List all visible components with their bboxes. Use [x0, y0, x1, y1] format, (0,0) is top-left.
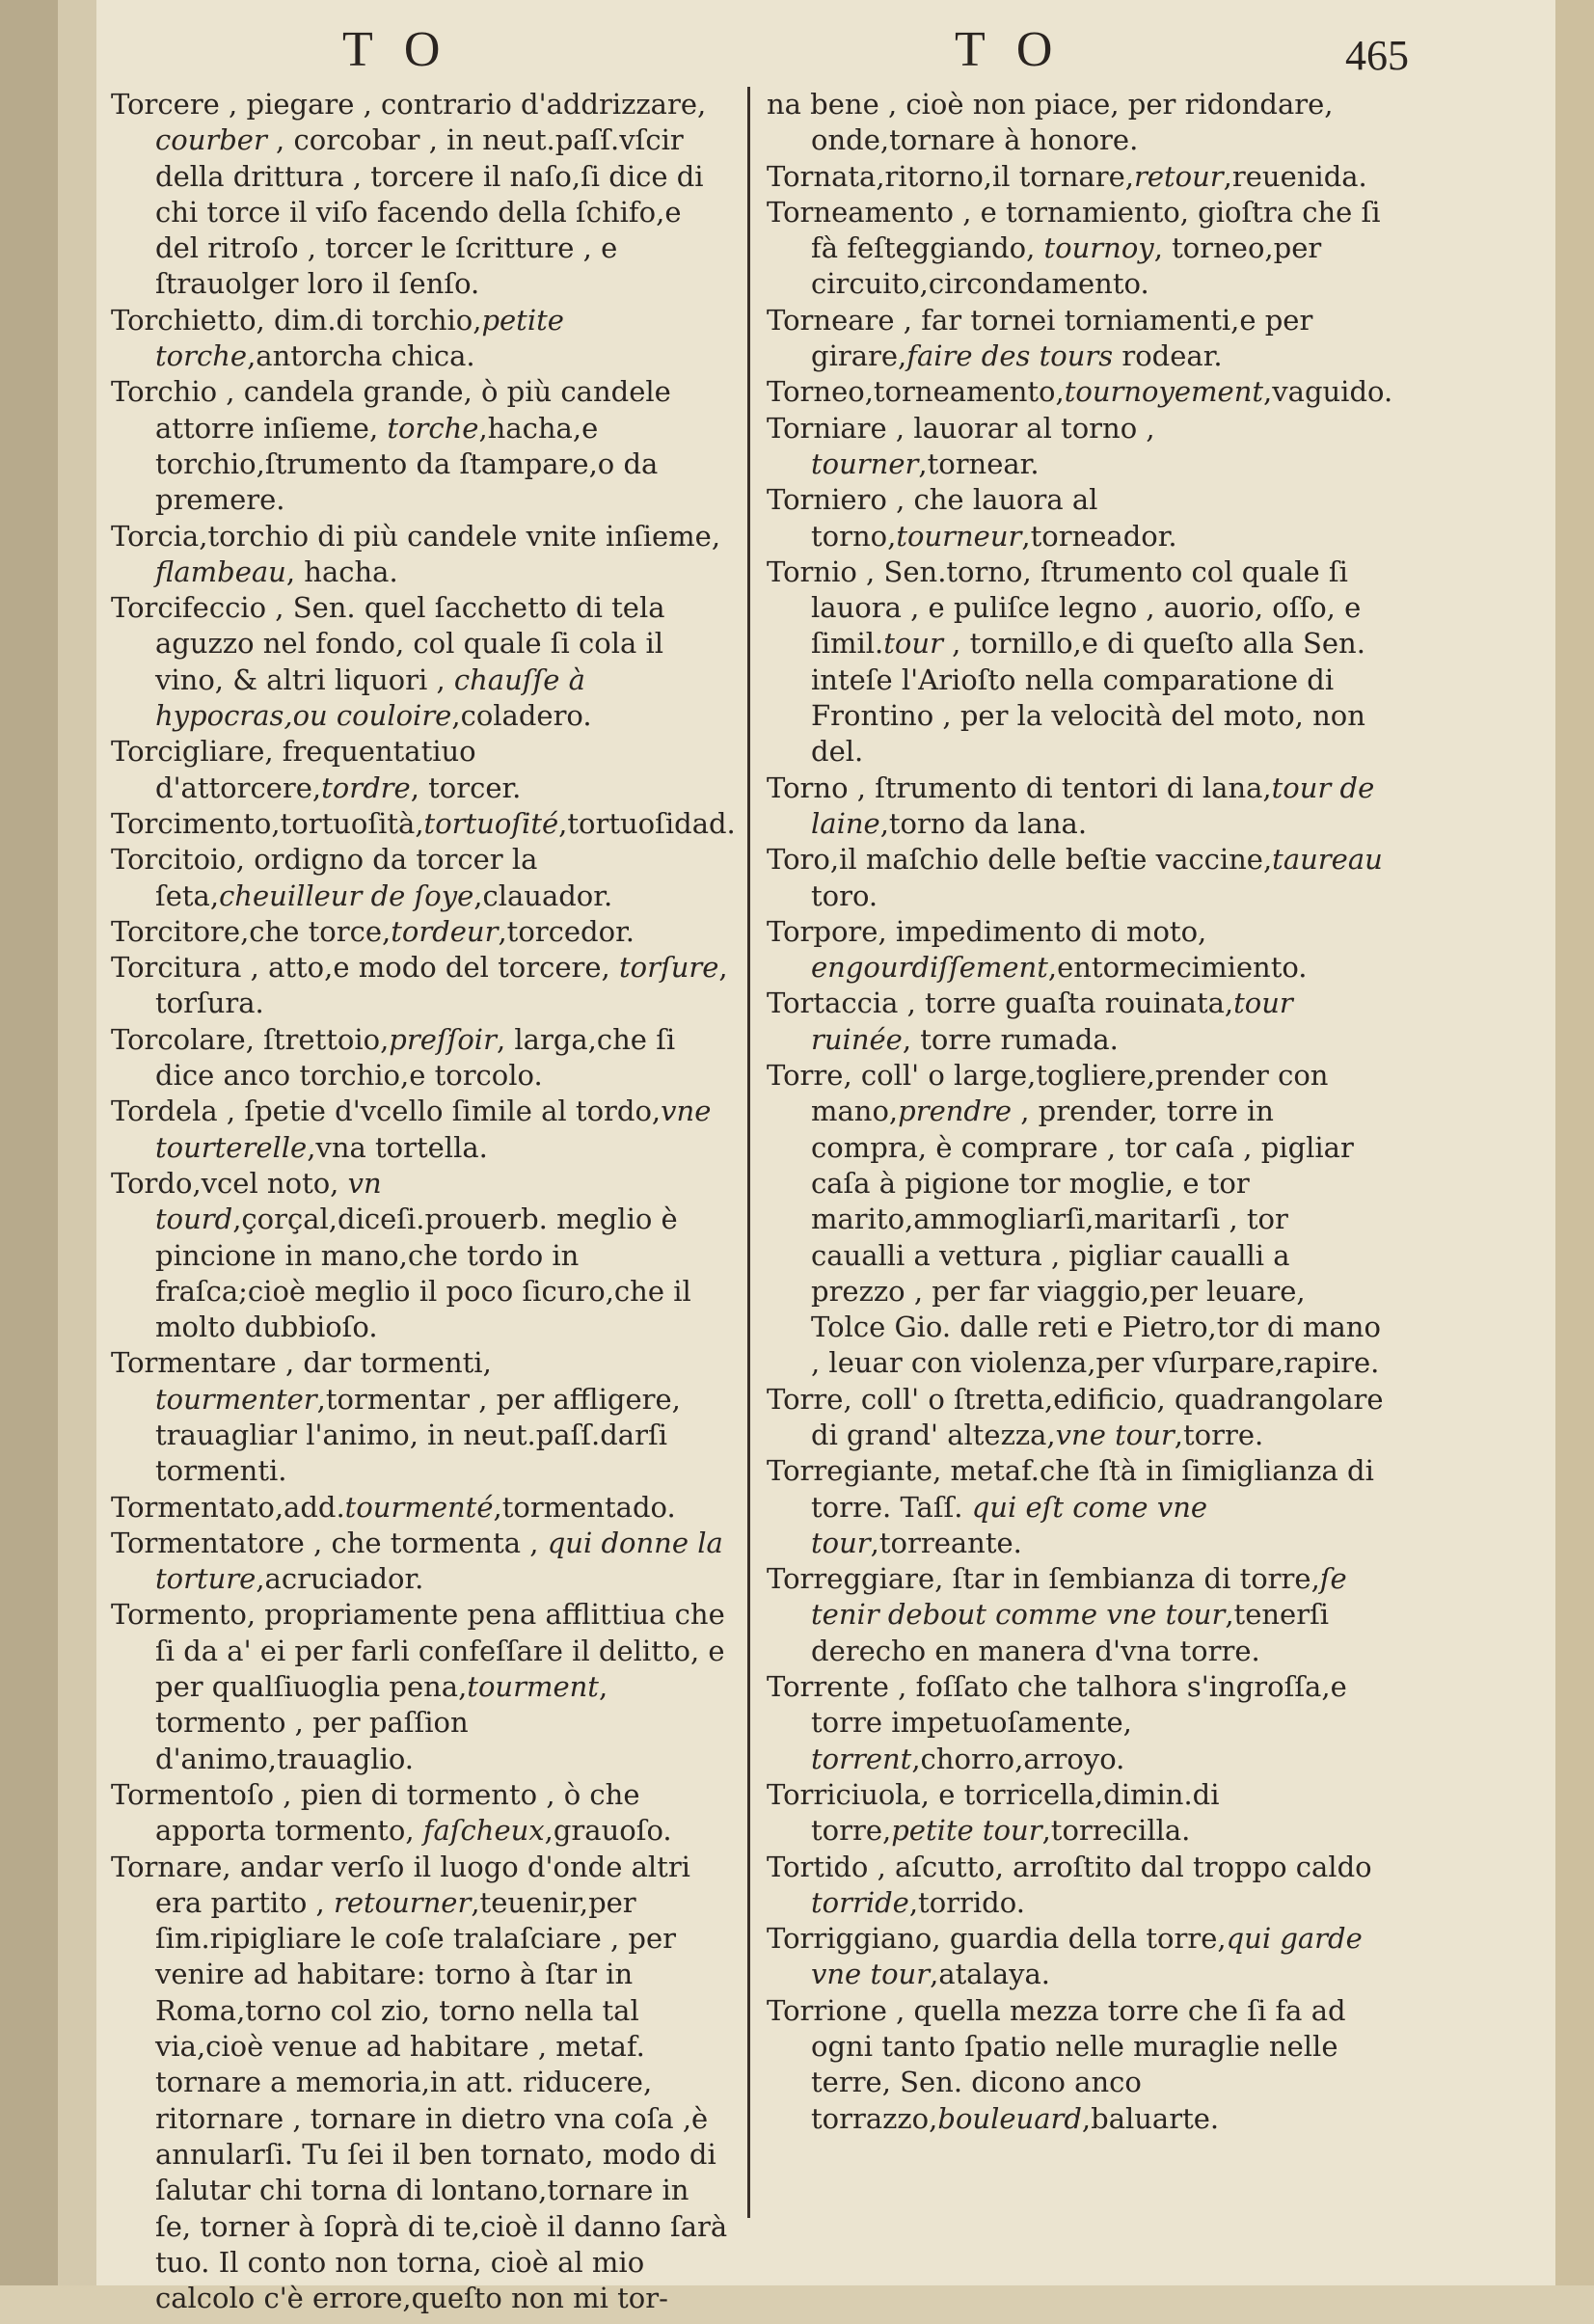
header-left-letters: T O: [342, 22, 450, 77]
dictionary-entry: [767, 411, 1389, 483]
entry-spanish-equivalent: , torre rumada.: [902, 1022, 1119, 1056]
entry-definition: , che tormenta ,: [304, 1526, 548, 1559]
entry-definition: , guardia della torre,: [932, 1922, 1227, 1956]
entry-spanish-equivalent: , torſura.: [155, 951, 728, 1020]
dictionary-entry: [767, 1850, 1389, 1922]
entry-headword: Torre: [767, 1382, 844, 1416]
entry-spanish-equivalent: ,teuenir,per ſim.ripigliare le coſe tralaſciare , per venire ad habitare: torno à ſtar in Roma,torno col zio, torno nella tal via,cioè venue ad habitare , metaf. tornare a memoria,in att. riducere, ritornare , tornare in dietro vna coſa ,è annularſi. Tu ſei il ben tornato, modo di ſalutar chi torna di lontano,tornare in ſe, torner à ſoprà di te,cioè il danno ſarà tuo. Il conto non torna, cioè al mio calcolo c'è errore,queſto non mi tor-: [155, 1885, 728, 2315]
entry-spanish-equivalent: ,tormentar , per affligere, trauagliar l'animo, in neut.paſſ.darſi tormenti.: [155, 1382, 681, 1488]
entry-headword: Tormentato: [111, 1490, 275, 1524]
entry-french-equivalent: tourmenter: [155, 1382, 317, 1416]
entry-french-equivalent: retour: [1133, 159, 1224, 193]
entry-french-equivalent: preſſoir: [389, 1022, 497, 1056]
entry-definition: , torre guaſta rouinata,: [898, 986, 1234, 1020]
dictionary-entry: [111, 1166, 733, 1345]
page-number: 465: [1345, 32, 1409, 79]
dictionary-entry: [111, 519, 733, 591]
entry-spanish-equivalent: ,baluarte.: [1081, 2101, 1220, 2135]
left-column: [111, 87, 736, 2316]
dictionary-entry: [111, 1597, 733, 1776]
entry-headword: Torcitura: [111, 951, 242, 985]
dictionary-entry: [767, 554, 1389, 770]
entry-french-equivalent: qui donne la torture: [155, 1526, 723, 1596]
entry-spanish-equivalent: , corcobar , in neut.paſſ.vſcir della drittura , torcere il naſo,ſi dice di chi torce il viſo facendo della ſchifo,e del ritroſo , torcer le ſcritture , e ſtrauolger loro il ſenſo.: [155, 123, 704, 301]
dictionary-entry: [111, 374, 733, 518]
entry-definition: , Sen.torno, ſtrumento col quale ſi lauora , e puliſce legno , auorio, oſſo, e ſimil.: [811, 554, 1362, 661]
entry-definition: , frequentatiuo d'attorcere,: [155, 735, 476, 804]
entry-spanish-equivalent: ,torno da lana.: [879, 806, 1088, 840]
entry-french-equivalent: tour ruinée: [811, 986, 1293, 1056]
entry-definition: ,tortuoſità,: [271, 806, 424, 840]
entry-headword: Tortaccia: [767, 986, 899, 1020]
entry-headword: Torregiante: [767, 1454, 933, 1488]
header-right-letters: T O: [955, 22, 1063, 77]
entry-spanish-equivalent: ,chorro,arroyo.: [911, 1742, 1125, 1775]
entry-spanish-equivalent: ,torre.: [1174, 1418, 1264, 1451]
entry-headword: Tortido: [767, 1850, 869, 1883]
dictionary-entry: [767, 986, 1389, 1058]
entry-headword: Torcia: [111, 519, 200, 553]
entry-spanish-equivalent: rodear.: [1113, 339, 1223, 373]
entry-spanish-equivalent: ,torrecilla.: [1041, 1814, 1191, 1848]
entry-headword: Tornio: [767, 554, 857, 588]
entry-definition: , Sen. quel ſacchetto di tela aguzzo nel fondo, col quale ſi cola il vino, & altri liquori ,: [155, 591, 665, 696]
entry-definition: , impedimento di moto,: [878, 914, 1207, 948]
entry-definition: , lauorar al torno ,: [886, 411, 1155, 445]
dictionary-entry: [111, 1094, 733, 1166]
entry-definition: ,add.: [274, 1490, 345, 1524]
entry-spanish-equivalent: toro.: [811, 878, 878, 912]
entry-spanish-equivalent: ,entormecimiento.: [1047, 951, 1308, 985]
entry-french-equivalent: tordre: [321, 770, 411, 804]
dictionary-entry: [767, 303, 1389, 375]
entry-headword: Torriggiano: [767, 1922, 932, 1956]
entry-definition: , andar verſo il luogo d'onde altri era partito ,: [155, 1850, 690, 1919]
entry-definition: ,torneamento,: [864, 375, 1065, 409]
entry-french-equivalent: tournoy: [1043, 231, 1154, 265]
entry-french-equivalent: vne tour: [1055, 1418, 1175, 1451]
dictionary-entry: [767, 1669, 1389, 1777]
dictionary-entry: [767, 770, 1389, 843]
entry-definition: ,ritorno,il tornare,: [876, 159, 1134, 193]
entry-french-equivalent: tortuoſité: [423, 806, 559, 840]
entry-french-equivalent: bouleuard: [937, 2101, 1082, 2135]
entry-french-equivalent: chauſſe à hypocras,ou couloire: [155, 662, 585, 733]
dictionary-entry: [111, 303, 733, 375]
entry-spanish-equivalent: ,tormentado.: [493, 1490, 676, 1524]
entry-definition: , candela grande, ò più candele attorre inſieme,: [155, 375, 671, 445]
entry-definition: , piegare , contrario d'addrizzare,: [219, 88, 707, 121]
entry-headword: Torno: [767, 770, 849, 804]
entry-french-equivalent: tournoyement: [1064, 375, 1264, 409]
entry-french-equivalent: vne tourterelle: [155, 1094, 712, 1164]
entry-headword: Tordela: [111, 1094, 218, 1128]
dictionary-entry: [111, 1850, 733, 2317]
entry-spanish-equivalent: ,reuenida.: [1223, 159, 1367, 193]
entry-spanish-equivalent: ,clauador.: [473, 878, 613, 912]
entry-definition: , foſſato che talhora s'ingroſſa,e torre impetuoſamente,: [811, 1670, 1347, 1740]
entry-french-equivalent: vn tourd: [155, 1166, 382, 1236]
entry-spanish-equivalent: ,tenerſi derecho en manera d'vna torre.: [811, 1598, 1330, 1667]
entry-spanish-equivalent: ,torneador.: [1021, 519, 1177, 553]
entry-french-equivalent: courber: [155, 123, 267, 157]
entry-definition: , ſpetie d'vcello ſimile al tordo,: [217, 1094, 662, 1128]
entry-spanish-equivalent: ,coladero.: [451, 699, 592, 733]
entry-french-equivalent: tour: [883, 627, 943, 661]
dictionary-entry: [767, 159, 1389, 195]
entry-headword: Tormentare: [111, 1346, 277, 1380]
entry-french-equivalent: torride: [811, 1885, 909, 1919]
entry-definition: , che lauora al torno,: [811, 483, 1098, 553]
entry-spanish-equivalent: ,atalaya.: [930, 1958, 1051, 1991]
entry-spanish-equivalent: , larga,che ſi dice anco torchio,e torcolo.: [155, 1022, 676, 1093]
dictionary-entry: [767, 1921, 1389, 1993]
dictionary-entry: [111, 1022, 733, 1094]
entry-spanish-equivalent: ,tortuoſidad.: [558, 806, 736, 840]
entry-definition: , coll' o large,togliere,prender con mano,: [811, 1059, 1329, 1128]
dictionary-entry: [767, 374, 1393, 410]
entry-definition: , e tornamiento, gioſtra che ſi fà feſteggiando,: [811, 195, 1381, 265]
entry-spanish-equivalent: , torcer.: [410, 770, 522, 804]
entry-french-equivalent: tourneur: [896, 519, 1022, 553]
entry-spanish-equivalent: , tormento , per paſſion d'animo,trauaglio.: [155, 1670, 608, 1775]
column-divider: [747, 87, 750, 2218]
entry-definition: , propriamente pena afflittiua che ſi da a' ei per farli confeſſare il delitto, e per qualſiuoglia pena,: [155, 1598, 725, 1704]
entry-spanish-equivalent: , tornillo,e di queſto alla Sen. inteſe l'Arioſto nella comparatione di Frontino , per la velocità del moto, non del.: [811, 627, 1365, 769]
entry-spanish-equivalent: ,vaguido.: [1263, 375, 1393, 409]
entry-definition: , ſtrumento di tentori di lana,: [848, 770, 1272, 804]
entry-spanish-equivalent: ,acruciador.: [256, 1562, 424, 1596]
entry-headword: Torneamento: [767, 195, 954, 229]
entry-headword: Tornata: [767, 159, 877, 193]
entry-headword: Torcolare: [111, 1022, 246, 1056]
dictionary-entry: [767, 195, 1389, 303]
entry-french-equivalent: torche: [387, 411, 479, 445]
entry-definition: , ordigno da torcer la ſeta,: [155, 843, 538, 912]
dictionary-entry: [111, 1490, 733, 1526]
running-header: [0, 21, 1594, 89]
dictionary-entry: [767, 842, 1389, 914]
entry-french-equivalent: engourdiſſement: [811, 951, 1048, 985]
entry-french-equivalent: torſure: [619, 951, 719, 985]
entry-spanish-equivalent: ,tornear.: [918, 446, 1040, 480]
dictionary-entry: [111, 734, 733, 806]
entry-definition: , pien di tormento , ò che apporta tormento,: [155, 1777, 640, 1848]
dictionary-entry: [111, 914, 733, 950]
entry-french-equivalent: prendre: [898, 1094, 1013, 1128]
entry-headword: Tordo: [111, 1166, 193, 1200]
entry-french-equivalent: cheuilleur de ſoye: [219, 878, 474, 912]
entry-french-equivalent: ſe tenir debout comme vne tour: [811, 1562, 1347, 1632]
entry-french-equivalent: flambeau: [155, 554, 286, 588]
entry-french-equivalent: retourner: [333, 1885, 472, 1919]
dictionary-entry: [111, 950, 733, 1022]
dictionary-entry: [767, 1453, 1389, 1561]
entry-headword: Torniero: [767, 483, 887, 517]
binding-gutter: [0, 0, 58, 2324]
entry-spanish-equivalent: , torneo,per circuito,circondamento.: [811, 231, 1322, 301]
entry-headword: Torchio: [111, 375, 218, 409]
entry-headword: Tormento: [111, 1598, 247, 1632]
entry-definition: , ſtrettoio,: [245, 1022, 390, 1056]
entry-definition: na bene , cioè non piace, per ridondare, onde,tornare à honore.: [767, 88, 1334, 157]
entry-definition: , quella mezza torre che ſi fa ad ogni tanto ſpatio nelle muraglie nelle terre, Sen. dicono anco torrazzo,: [811, 1993, 1346, 2135]
dictionary-entry: [767, 1777, 1389, 1850]
dictionary-entry: [111, 87, 733, 303]
entry-french-equivalent: faſcheux: [422, 1814, 545, 1848]
entry-definition: , dim.di torchio,: [256, 303, 482, 337]
entry-french-equivalent: tourner: [811, 446, 919, 480]
entry-headword: Torcifeccio: [111, 591, 267, 625]
entry-spanish-equivalent: ,çorçal,diceſi.prouerb. meglio è pincione in mano,che tordo in fraſca;cioè meglio il poco ſicuro,che il molto dubbioſo.: [155, 1203, 691, 1344]
entry-headword: Torneo: [767, 375, 865, 409]
entry-definition: ,torchio di più candele vnite inſieme,: [199, 519, 721, 553]
entry-headword: Torneare: [767, 303, 895, 337]
entry-french-equivalent: faire des tours: [906, 339, 1114, 373]
dictionary-entry: [111, 1345, 733, 1489]
entry-french-equivalent: qui eſt come vne tour: [811, 1490, 1208, 1559]
dictionary-entry: [111, 590, 733, 734]
entry-definition: , ſtar in ſembianza di torre,: [934, 1562, 1320, 1596]
entry-definition: , atto,e modo del torcere,: [241, 951, 619, 985]
entry-definition: ,che torce,: [240, 914, 392, 948]
entry-spanish-equivalent: ,torreante.: [870, 1526, 1022, 1559]
entry-definition: ,il maſchio delle beſtie vaccine,: [829, 843, 1273, 877]
entry-headword: Torreggiare: [767, 1562, 935, 1596]
entry-definition: , far tornei torniamenti,e per girare,: [811, 303, 1313, 373]
page-edge: [1555, 0, 1594, 2324]
dictionary-entry: [767, 914, 1389, 986]
entry-headword: Tormentatore: [111, 1526, 305, 1559]
entry-spanish-equivalent: ,hacha,e torchio,ſtrumento da ſtampare,o da premere.: [155, 411, 659, 517]
entry-headword: Torcitore: [111, 914, 241, 948]
entry-headword: Toro: [767, 843, 830, 877]
entry-headword: Torcitoio: [111, 843, 236, 877]
entry-headword: Torpore: [767, 914, 878, 948]
entry-headword: Tormentoſo: [111, 1777, 275, 1811]
entry-definition: , coll' o ſtretta,edificio, quadrangolare di grand' altezza,: [811, 1382, 1384, 1451]
entry-headword: Torrione: [767, 1993, 887, 2027]
entry-french-equivalent: petite torche: [155, 303, 564, 373]
entry-headword: Torrente: [767, 1670, 889, 1704]
entry-definition: , aſcutto, arroſtito dal troppo caldo: [868, 1850, 1372, 1883]
entry-headword: Torcimento: [111, 806, 272, 840]
entry-headword: Torchietto: [111, 303, 257, 337]
entry-french-equivalent: tour de laine: [811, 770, 1375, 840]
entry-french-equivalent: tourmenté: [344, 1490, 494, 1524]
entry-french-equivalent: torrent: [811, 1742, 912, 1775]
entry-spanish-equivalent: ,grauoſo.: [544, 1814, 672, 1848]
dictionary-entry: [767, 1561, 1389, 1669]
entry-spanish-equivalent: ,vna tortella.: [307, 1130, 488, 1164]
dictionary-entry: [767, 482, 1389, 554]
entry-definition: , dar tormenti,: [276, 1346, 492, 1380]
binding-shadow: [58, 0, 96, 2324]
right-column: [767, 87, 1393, 2137]
entry-headword: Torre: [767, 1059, 844, 1093]
entry-french-equivalent: petite tour: [891, 1814, 1042, 1848]
dictionary-entry: [111, 1777, 733, 1850]
dictionary-entry: [767, 87, 1389, 159]
entry-french-equivalent: tourment: [467, 1670, 599, 1704]
entry-spanish-equivalent: , prender, torre in compra, è comprare , tor caſa , pigliar caſa à pigione tor moglie, e tor marito,ammogliarſi,maritarſi , tor caualli a vettura , pigliar caualli a prezzo , per far viaggio,per leuare, Tolce Gio. dalle reti e Pietro,tor di mano , leuar con violenza,per vſurpare,rapire.: [811, 1094, 1381, 1380]
dictionary-entry: [767, 1382, 1389, 1454]
entry-headword: Torniare: [767, 411, 887, 445]
entry-headword: Tornare: [111, 1850, 223, 1883]
entry-headword: Torcigliare: [111, 735, 265, 769]
entry-spanish-equivalent: ,torrido.: [908, 1885, 1025, 1919]
entry-definition: , e torricella,dimin.di torre,: [811, 1777, 1220, 1848]
entry-headword: Torcere: [111, 88, 220, 121]
dictionary-entry: [767, 1993, 1389, 2137]
entry-definition: ,vcel noto,: [192, 1166, 348, 1200]
entry-spanish-equivalent: ,antorcha chica.: [247, 339, 475, 373]
entry-headword: Torriciuola: [767, 1777, 921, 1811]
dictionary-entry: [111, 806, 736, 842]
entry-french-equivalent: tordeur: [391, 914, 499, 948]
dictionary-entry: [111, 1526, 733, 1598]
entry-spanish-equivalent: , hacha.: [285, 554, 398, 588]
entry-french-equivalent: qui garde vne tour: [811, 1922, 1363, 1991]
dictionary-entry: [767, 1058, 1389, 1382]
entry-french-equivalent: taureau: [1272, 843, 1383, 877]
entry-definition: , metaf.che ſtà in ſimiglianza di torre. Taſſ.: [811, 1454, 1374, 1524]
entry-spanish-equivalent: ,torcedor.: [498, 914, 635, 948]
dictionary-entry: [111, 842, 733, 914]
